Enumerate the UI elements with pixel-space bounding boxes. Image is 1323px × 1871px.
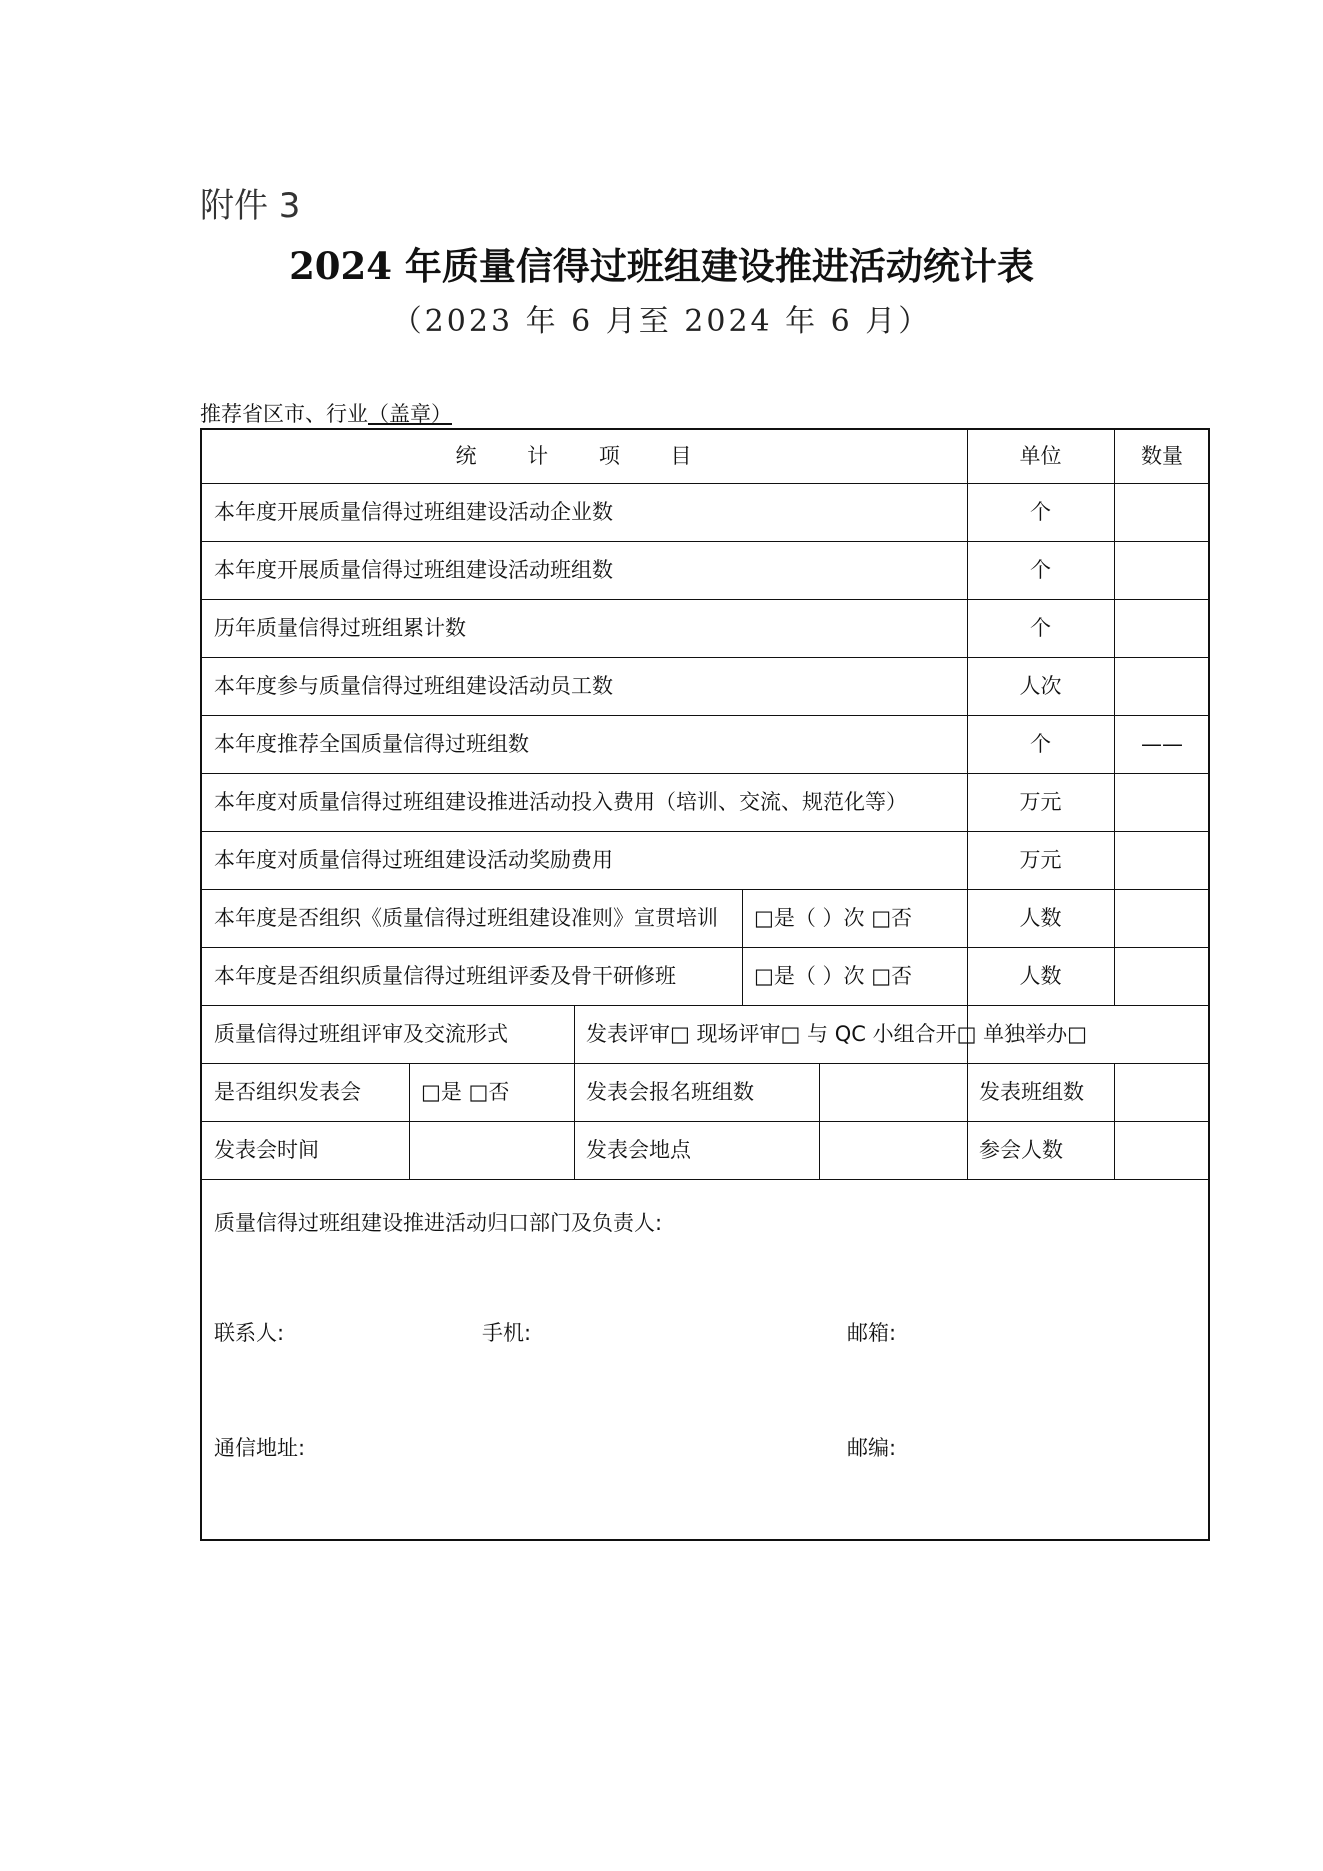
- row-item: 历年质量信得过班组累计数: [214, 615, 466, 640]
- row-item: 本年度开展质量信得过班组建设活动企业数: [214, 499, 613, 524]
- contact-person-label: 联系人:: [214, 1320, 285, 1345]
- row-quantity[interactable]: [1114, 599, 1210, 657]
- row-unit: 人次: [1019, 673, 1062, 698]
- col-divider-options: [742, 889, 743, 1005]
- statistics-table: [200, 428, 1210, 1541]
- row-quantity[interactable]: [1114, 831, 1210, 889]
- recommend-label: 推荐省区市、行业: [200, 402, 368, 426]
- recommend-line: [200, 398, 452, 428]
- row-item: 本年度参与质量信得过班组建设活动员工数: [214, 673, 613, 698]
- seal-label: （盖章）: [368, 402, 452, 426]
- training-options[interactable]: □是（ ）次 □否: [754, 963, 913, 988]
- row-item: 本年度对质量信得过班组建设推进活动投入费用（培训、交流、规范化等）: [214, 789, 907, 814]
- col-divider-mid: [819, 1063, 820, 1179]
- row-unit: 个: [1030, 499, 1051, 524]
- row-quantity[interactable]: [1114, 483, 1210, 541]
- row-item: 本年度对质量信得过班组建设活动奖励费用: [214, 847, 613, 872]
- review-form-label: 质量信得过班组评审及交流形式: [214, 1021, 508, 1046]
- review-form-options[interactable]: 发表评审□ 现场评审□ 与 QC 小组合开□ 单独举办□: [586, 1021, 1087, 1046]
- attachment-label: 附件 3: [200, 186, 301, 226]
- organize-label: 是否组织发表会: [214, 1079, 361, 1104]
- header-quantity: 数量: [1141, 444, 1183, 468]
- row-unit: 个: [1030, 557, 1051, 582]
- phone-label: 手机:: [482, 1320, 532, 1345]
- attendees-label: 参会人数: [979, 1137, 1063, 1162]
- training-item: 本年度是否组织《质量信得过班组建设准则》宣贯培训: [214, 905, 718, 930]
- training-options[interactable]: □是（ ）次 □否: [754, 905, 913, 930]
- organize-options[interactable]: □是 □否: [421, 1079, 510, 1104]
- row-quantity[interactable]: [1114, 541, 1210, 599]
- col-divider-review: [574, 1005, 575, 1179]
- row-quantity: ——: [1141, 731, 1183, 756]
- date-range-subtitle: （2023 年 6 月至 2024 年 6 月）: [391, 304, 932, 339]
- row-unit: 万元: [1019, 847, 1062, 872]
- row-unit: 个: [1030, 731, 1051, 756]
- signup-count-label: 发表会报名班组数: [586, 1079, 754, 1104]
- page-title: 2024 年质量信得过班组建设推进活动统计表: [289, 244, 1034, 288]
- row-quantity[interactable]: [1114, 773, 1210, 831]
- header-item: 统 计 项 目: [455, 444, 714, 468]
- row-item: 本年度推荐全国质量信得过班组数: [214, 731, 529, 756]
- row-quantity[interactable]: [1114, 657, 1210, 715]
- zip-label: 邮编:: [847, 1435, 897, 1460]
- col-divider-label: [409, 1063, 410, 1179]
- place-label: 发表会地点: [586, 1137, 691, 1162]
- address-label: 通信地址:: [214, 1435, 306, 1460]
- training-unit: 人数: [1019, 963, 1062, 988]
- time-label: 发表会时间: [214, 1137, 319, 1162]
- row-item: 本年度开展质量信得过班组建设活动班组数: [214, 557, 613, 582]
- dept-label: 质量信得过班组建设推进活动归口部门及负责人:: [214, 1210, 663, 1235]
- groups-count-label: 发表班组数: [979, 1079, 1084, 1104]
- col-divider-right: [1114, 1063, 1115, 1179]
- header-unit: 单位: [1019, 444, 1062, 468]
- row-unit: 个: [1030, 615, 1051, 640]
- email-label: 邮箱:: [847, 1320, 897, 1345]
- row-unit: 万元: [1019, 789, 1062, 814]
- training-item: 本年度是否组织质量信得过班组评委及骨干研修班: [214, 963, 676, 988]
- training-unit: 人数: [1019, 905, 1062, 930]
- row-divider: [202, 1179, 1210, 1180]
